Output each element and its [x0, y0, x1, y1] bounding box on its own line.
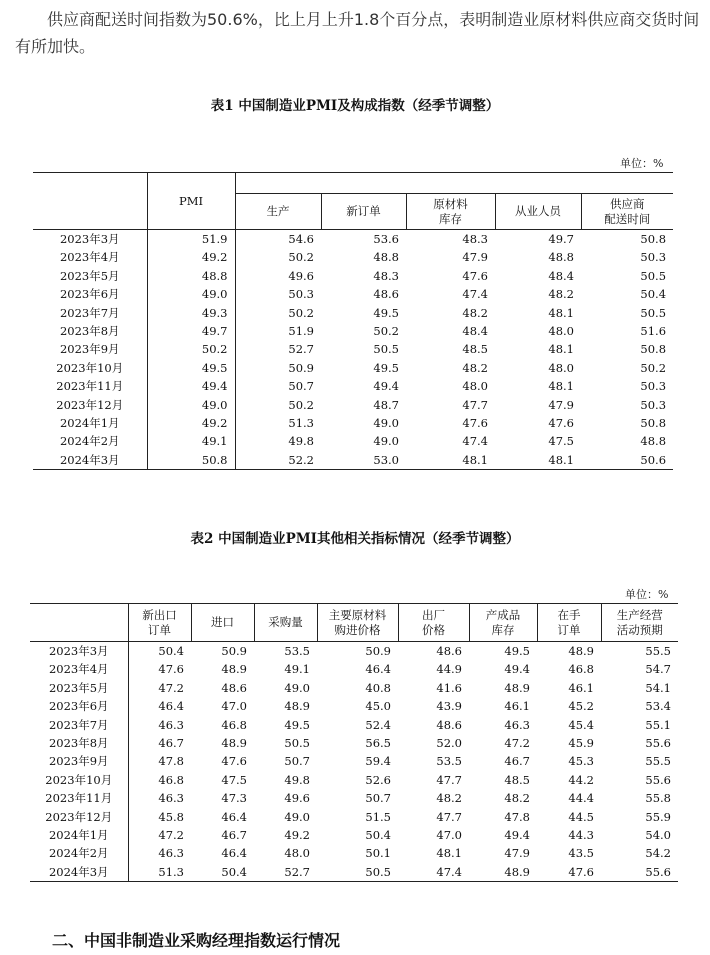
- table1-value-cell: 50.8: [640, 416, 667, 431]
- table2-value-cell: 48.5: [504, 772, 530, 787]
- table2-value-cell: 50.5: [365, 864, 391, 879]
- table1-value-cell: 49.7: [548, 232, 574, 246]
- table2-row: [30, 863, 678, 882]
- table2-header-col-2: [191, 604, 254, 642]
- table2-header-col-7-line: 订单: [557, 622, 581, 637]
- table2-header-col-4-line: 主要原材料: [328, 607, 387, 622]
- table1-header-col-6-line: 供应商: [610, 196, 645, 211]
- table2-value-cell: 46.7: [158, 736, 184, 751]
- table1-header-col-3: [321, 194, 406, 230]
- table2-value-cell: 48.9: [284, 699, 310, 714]
- table2-header-col-1: [128, 604, 191, 642]
- table2-value-cell: 49.4: [504, 662, 530, 677]
- table2-value-cell: 54.7: [645, 662, 671, 677]
- table2-value-cell: 45.2: [568, 699, 594, 714]
- table1-value-cell: 49.2: [147, 248, 235, 266]
- table2-month-cell: 2024年1月: [30, 826, 128, 844]
- table2-row: [30, 789, 678, 807]
- table1-value-cell: 48.0: [548, 360, 574, 375]
- table2-value-cell: 55.8: [645, 791, 671, 806]
- table2-value-cell: 46.4: [221, 809, 247, 824]
- table1-value-cell: 54.6: [288, 232, 314, 246]
- table1-row: [33, 414, 673, 432]
- table1-month-cell: 2023年11月: [33, 377, 147, 395]
- table2-value-cell: 48.1: [436, 846, 462, 861]
- table2-row: [30, 844, 678, 862]
- table2-value-cell: 45.4: [568, 717, 594, 732]
- table2-value-cell: 47.6: [221, 754, 247, 769]
- table1-header-pmi: PMI: [147, 173, 235, 230]
- table2-header-col-8: [601, 604, 678, 642]
- table2-header-col-7-line: 在手: [557, 607, 581, 622]
- table2-value-cell: 48.6: [436, 644, 462, 658]
- table1-value-cell: 50.2: [288, 397, 314, 412]
- table2-value-cell: 50.4: [365, 828, 391, 843]
- table2-value-cell: 50.7: [284, 754, 310, 769]
- table1-month-cell: 2023年12月: [33, 396, 147, 414]
- table1-month-cell: 2023年8月: [33, 322, 147, 340]
- table1-value-cell: 50.9: [288, 360, 314, 375]
- table2-value-cell: 48.9: [568, 644, 594, 658]
- table2-row: [30, 752, 678, 770]
- table2-row: [30, 808, 678, 826]
- table1-row: [33, 359, 673, 377]
- table2-value-cell: 45.0: [365, 699, 391, 714]
- table2-header-col-4: [317, 604, 398, 642]
- table2-value-cell: 47.7: [436, 772, 462, 787]
- table1-row: [33, 267, 673, 285]
- table2-value-cell: 49.8: [284, 772, 310, 787]
- table1-month-cell: 2023年7月: [33, 304, 147, 322]
- table2-value-cell: 47.8: [158, 754, 184, 769]
- table1-value-cell: 48.4: [462, 324, 488, 339]
- table2-header-col-3-line: 采购量: [268, 615, 303, 629]
- table1-value-cell: 51.9: [288, 324, 314, 339]
- table2-value-cell: 54.1: [645, 680, 671, 695]
- table1-header-col-5: [495, 194, 581, 230]
- table2-value-cell: 55.5: [645, 644, 671, 658]
- table2-value-cell: 48.9: [504, 864, 530, 879]
- table2-value-cell: 50.9: [221, 644, 247, 658]
- table2-value-cell: 46.4: [221, 846, 247, 861]
- table2-header-col-3: [254, 604, 317, 642]
- table2-header-col-1-line: 新出口: [142, 607, 177, 622]
- table2-row: [30, 716, 678, 734]
- table1-header-col-2: [235, 194, 321, 230]
- table2-value-cell: 50.9: [365, 644, 391, 658]
- table2-month-cell: 2023年11月: [30, 789, 128, 807]
- table2-value-cell: 55.1: [645, 717, 671, 732]
- table2-value-cell: 51.5: [365, 809, 391, 824]
- table1-value-cell: 50.2: [288, 250, 314, 265]
- table1-value-cell: 48.6: [373, 287, 399, 302]
- table2-corner-cell: [30, 604, 128, 642]
- table1-value-cell: 48.8: [548, 250, 574, 265]
- table2-value-cell: 46.1: [504, 699, 530, 714]
- table2-value-cell: 48.2: [436, 791, 462, 806]
- table1-value-cell: 50.2: [640, 360, 667, 375]
- table1-value-cell: 48.7: [373, 397, 399, 412]
- table2-value-cell: 46.7: [221, 828, 247, 843]
- table2-value-cell: 49.5: [504, 644, 530, 658]
- table1-value-cell: 53.6: [373, 232, 399, 246]
- table2-month-cell: 2023年7月: [30, 716, 128, 734]
- table1-value-cell: 47.6: [462, 268, 488, 283]
- table2-value-cell: 48.9: [504, 680, 530, 695]
- table2-month-cell: 2023年12月: [30, 808, 128, 826]
- table1-month-cell: 2023年5月: [33, 267, 147, 285]
- table2-value-cell: 48.9: [221, 662, 247, 677]
- table2-value-cell: 53.4: [645, 699, 671, 714]
- table1-value-cell: 53.0: [373, 452, 399, 467]
- table2-header-col-7: [537, 604, 601, 642]
- table2-value-cell: 51.3: [158, 864, 184, 879]
- table2-value-cell: 46.3: [158, 846, 184, 861]
- table2-row: [30, 679, 678, 697]
- table1-value-cell: 48.2: [462, 305, 488, 320]
- table2-value-cell: 43.5: [568, 846, 594, 861]
- intro-paragraph: 供应商配送时间指数为50.6%，比上月上升1.8个百分点，表明制造业原材料供应商交货时间有所加快。: [15, 10, 700, 56]
- table2-month-cell: 2024年2月: [30, 844, 128, 862]
- table2-row: [30, 734, 678, 752]
- table1-value-cell: 50.2: [288, 305, 314, 320]
- table2-month-cell: 2023年9月: [30, 752, 128, 770]
- table1-value-cell: 49.5: [373, 360, 399, 375]
- table2-value-cell: 48.0: [284, 846, 310, 861]
- table1-value-cell: 48.1: [548, 379, 574, 394]
- table1-month-cell: 2024年1月: [33, 414, 147, 432]
- table1-value-cell: 48.8: [147, 267, 235, 285]
- table2-value-cell: 50.4: [158, 644, 184, 658]
- table1-row: [33, 230, 673, 249]
- table1-value-cell: 47.7: [462, 397, 488, 412]
- table2-value-cell: 46.3: [158, 717, 184, 732]
- table1-value-cell: 48.1: [548, 452, 574, 467]
- table1-row: [33, 451, 673, 470]
- table1-header-col-4: [406, 194, 495, 230]
- table2-value-cell: 46.3: [158, 791, 184, 806]
- table1-row: [33, 322, 673, 340]
- table2-row: [30, 771, 678, 789]
- table2-value-cell: 45.8: [158, 809, 184, 824]
- table1-value-cell: 49.4: [373, 379, 399, 394]
- table1-value-cell: 48.8: [373, 250, 399, 265]
- table2-month-cell: 2024年3月: [30, 863, 128, 882]
- table2-unit: 单位：%: [625, 588, 669, 601]
- table1-row: [33, 340, 673, 358]
- table1-value-cell: 49.0: [373, 434, 399, 449]
- table2-header-col-6-line: 库存: [491, 622, 515, 637]
- table1-month-cell: 2023年9月: [33, 340, 147, 358]
- table1-value-cell: 50.2: [373, 324, 399, 339]
- table1-month-cell: 2024年3月: [33, 451, 147, 470]
- table1-value-cell: 48.1: [548, 342, 574, 357]
- table1-month-cell: 2023年6月: [33, 285, 147, 303]
- table2-value-cell: 55.6: [645, 772, 671, 787]
- table1-header-col-4-line: 原材料: [433, 196, 468, 211]
- table2-value-cell: 47.2: [158, 828, 184, 843]
- table1: [33, 172, 673, 470]
- table2-value-cell: 49.0: [284, 809, 310, 824]
- table2-value-cell: 41.6: [436, 680, 462, 695]
- table1-value-cell: 47.6: [462, 416, 488, 431]
- table2-value-cell: 47.8: [504, 809, 530, 824]
- table2-value-cell: 46.8: [158, 772, 184, 787]
- table2-value-cell: 50.5: [284, 736, 310, 751]
- table1-value-cell: 51.6: [640, 324, 667, 339]
- table1-value-cell: 52.7: [288, 342, 314, 357]
- table1-value-cell: 48.2: [548, 287, 574, 302]
- table2-value-cell: 49.6: [284, 791, 310, 806]
- table2-value-cell: 49.1: [284, 662, 310, 677]
- table2-value-cell: 54.0: [645, 828, 671, 843]
- table2-value-cell: 55.6: [645, 736, 671, 751]
- table2-value-cell: 44.4: [568, 791, 594, 806]
- table2-header-col-5-line: 出厂: [422, 607, 445, 622]
- table1-value-cell: 49.0: [147, 396, 235, 414]
- table2-row: [30, 826, 678, 844]
- table2-value-cell: 55.5: [645, 754, 671, 769]
- table2-header-col-4-line: 购进价格: [334, 622, 381, 637]
- table2-month-cell: 2023年10月: [30, 771, 128, 789]
- table2-header-col-5-line: 价格: [422, 622, 445, 637]
- table2-value-cell: 47.3: [221, 791, 247, 806]
- table2: [30, 603, 678, 882]
- table1-value-cell: 50.5: [373, 342, 399, 357]
- table2-value-cell: 48.6: [436, 717, 462, 732]
- table1-value-cell: 49.5: [373, 305, 399, 320]
- table1-value-cell: 50.5: [640, 268, 667, 283]
- table1-value-cell: 47.4: [462, 434, 488, 449]
- table1-value-cell: 48.1: [548, 305, 574, 320]
- table2-header-col-6: [469, 604, 537, 642]
- table2-month-cell: 2023年5月: [30, 679, 128, 697]
- table1-value-cell: 48.2: [462, 360, 488, 375]
- table2-header-col-6-line: 产成品: [485, 607, 521, 622]
- table2-value-cell: 44.2: [568, 772, 594, 787]
- table1-value-cell: 49.6: [288, 268, 314, 283]
- table2-value-cell: 45.3: [568, 754, 594, 769]
- table1-row: [33, 248, 673, 266]
- table1-value-cell: 49.7: [147, 322, 235, 340]
- table2-row: [30, 660, 678, 678]
- table1-month-cell: 2024年2月: [33, 432, 147, 450]
- table1-value-cell: 47.4: [462, 287, 488, 302]
- table1-value-cell: 49.5: [147, 359, 235, 377]
- table2-month-cell: 2023年4月: [30, 660, 128, 678]
- table1-value-cell: 52.2: [288, 452, 314, 467]
- table1-value-cell: 48.1: [462, 452, 488, 467]
- table2-value-cell: 53.5: [284, 644, 310, 658]
- table1-row: [33, 285, 673, 303]
- table1-value-cell: 47.9: [462, 250, 488, 265]
- table2-value-cell: 50.4: [221, 864, 247, 879]
- table2-value-cell: 49.0: [284, 680, 310, 695]
- table1-value-cell: 50.8: [147, 451, 235, 470]
- table1-value-cell: 49.0: [147, 285, 235, 303]
- table1-value-cell: 49.8: [288, 434, 314, 449]
- table1-value-cell: 47.5: [548, 434, 574, 449]
- table2-value-cell: 46.7: [504, 754, 530, 769]
- table1-month-cell: 2023年4月: [33, 248, 147, 266]
- table2-value-cell: 44.9: [436, 662, 462, 677]
- table2-value-cell: 46.1: [568, 680, 594, 695]
- table1-value-cell: 48.0: [548, 324, 574, 339]
- table1-value-cell: 50.2: [147, 340, 235, 358]
- table2-value-cell: 52.0: [436, 736, 462, 751]
- table1-value-cell: 49.4: [147, 377, 235, 395]
- table2-value-cell: 43.9: [436, 699, 462, 714]
- table1-value-cell: 51.9: [147, 230, 235, 249]
- table2-value-cell: 53.5: [436, 754, 462, 769]
- table2-value-cell: 45.9: [568, 736, 594, 751]
- table1-value-cell: 47.6: [548, 416, 574, 431]
- table1-header-col-5-line: 从业人员: [515, 204, 561, 219]
- table2-value-cell: 48.6: [221, 680, 247, 695]
- table1-value-cell: 50.8: [640, 232, 667, 246]
- table2-value-cell: 47.7: [436, 809, 462, 824]
- table2-value-cell: 48.2: [504, 791, 530, 806]
- table2-month-cell: 2023年6月: [30, 697, 128, 715]
- table2-value-cell: 47.0: [221, 699, 247, 714]
- table2-row: [30, 697, 678, 715]
- table1-value-cell: 50.5: [640, 305, 667, 320]
- table1-value-cell: 48.0: [462, 379, 488, 394]
- table2-header-col-8-line: 生产经营: [616, 607, 663, 622]
- table1-value-cell: 49.0: [373, 416, 399, 431]
- table2-value-cell: 56.5: [365, 736, 391, 751]
- table1-row: [33, 377, 673, 395]
- table1-row: [33, 304, 673, 322]
- table2-value-cell: 46.8: [221, 717, 247, 732]
- table2-value-cell: 55.9: [645, 809, 671, 824]
- table1-row: [33, 432, 673, 450]
- table1-corner-cell: [33, 173, 147, 230]
- table2-value-cell: 47.6: [568, 864, 594, 879]
- table2-value-cell: 49.2: [284, 828, 310, 843]
- table1-value-cell: 50.8: [640, 342, 667, 357]
- table2-value-cell: 52.4: [365, 717, 391, 732]
- table2-value-cell: 50.7: [365, 791, 391, 806]
- table2-value-cell: 40.8: [365, 680, 391, 695]
- table2-value-cell: 55.6: [645, 864, 671, 879]
- table2-month-cell: 2023年8月: [30, 734, 128, 752]
- table2-value-cell: 44.5: [568, 809, 594, 824]
- table1-value-cell: 48.4: [548, 268, 574, 283]
- table2-value-cell: 46.8: [568, 662, 594, 677]
- table2-value-cell: 54.2: [645, 846, 671, 861]
- table2-value-cell: 47.2: [504, 736, 530, 751]
- table1-value-cell: 48.3: [373, 268, 399, 283]
- table1-header-col-3-line: 新订单: [346, 204, 381, 219]
- table2-value-cell: 44.3: [568, 828, 594, 843]
- table1-value-cell: 48.5: [462, 342, 488, 357]
- table1-header-col-6-line: 配送时间: [604, 211, 651, 226]
- table1-header-col-6: [581, 194, 673, 230]
- table2-value-cell: 52.6: [365, 772, 391, 787]
- table2-header-col-8-line: 活动预期: [616, 622, 663, 637]
- table2-value-cell: 46.4: [158, 699, 184, 714]
- table1-value-cell: 50.3: [288, 287, 314, 302]
- table1-value-cell: 50.3: [640, 250, 667, 265]
- table1-month-cell: 2023年10月: [33, 359, 147, 377]
- table1-header-spacer: [235, 173, 673, 194]
- table1-value-cell: 50.3: [640, 379, 667, 394]
- table1-value-cell: 47.9: [548, 397, 574, 412]
- table2-value-cell: 59.4: [365, 754, 391, 769]
- table1-value-cell: 50.6: [640, 452, 667, 467]
- section-heading: 二、中国非制造业采购经理指数运行情况: [52, 931, 341, 950]
- table2-value-cell: 46.4: [365, 662, 391, 677]
- table1-value-cell: 50.3: [640, 397, 667, 412]
- table1-header-col-2-line: 生产: [266, 204, 290, 219]
- table1-value-cell: 50.4: [640, 287, 667, 302]
- table2-value-cell: 47.4: [436, 864, 462, 879]
- table2-header-col-2-line: 进口: [211, 615, 234, 629]
- table2-value-cell: 49.5: [284, 717, 310, 732]
- table1-value-cell: 50.7: [288, 379, 314, 394]
- table2-value-cell: 49.4: [504, 828, 530, 843]
- table1-value-cell: 49.1: [147, 432, 235, 450]
- table2-header-col-1-line: 订单: [148, 622, 171, 637]
- table2-value-cell: 47.2: [158, 680, 184, 695]
- table2-row: [30, 642, 678, 661]
- table1-month-cell: 2023年3月: [33, 230, 147, 249]
- table2-header-col-5: [398, 604, 469, 642]
- table2-caption: 表2 中国制造业PMI其他相关指标情况（经季节调整）: [190, 531, 520, 547]
- table1-value-cell: 51.3: [288, 416, 314, 431]
- table2-value-cell: 47.9: [504, 846, 530, 861]
- table1-row: [33, 396, 673, 414]
- table1-value-cell: 49.2: [147, 414, 235, 432]
- table1-value-cell: 48.8: [640, 434, 667, 449]
- table1-value-cell: 48.3: [462, 232, 488, 246]
- table2-value-cell: 48.9: [221, 736, 247, 751]
- table1-caption: 表1 中国制造业PMI及构成指数（经季节调整）: [210, 98, 500, 114]
- table2-value-cell: 50.1: [365, 846, 391, 861]
- table2-value-cell: 47.5: [221, 772, 247, 787]
- table1-unit: 单位：%: [620, 157, 664, 170]
- table2-month-cell: 2023年3月: [30, 642, 128, 661]
- table2-value-cell: 52.7: [284, 864, 310, 879]
- table1-header-col-4-line: 库存: [439, 211, 462, 226]
- table2-value-cell: 47.0: [436, 828, 462, 843]
- table2-value-cell: 46.3: [504, 717, 530, 732]
- table1-value-cell: 49.3: [147, 304, 235, 322]
- table2-value-cell: 47.6: [158, 662, 184, 677]
